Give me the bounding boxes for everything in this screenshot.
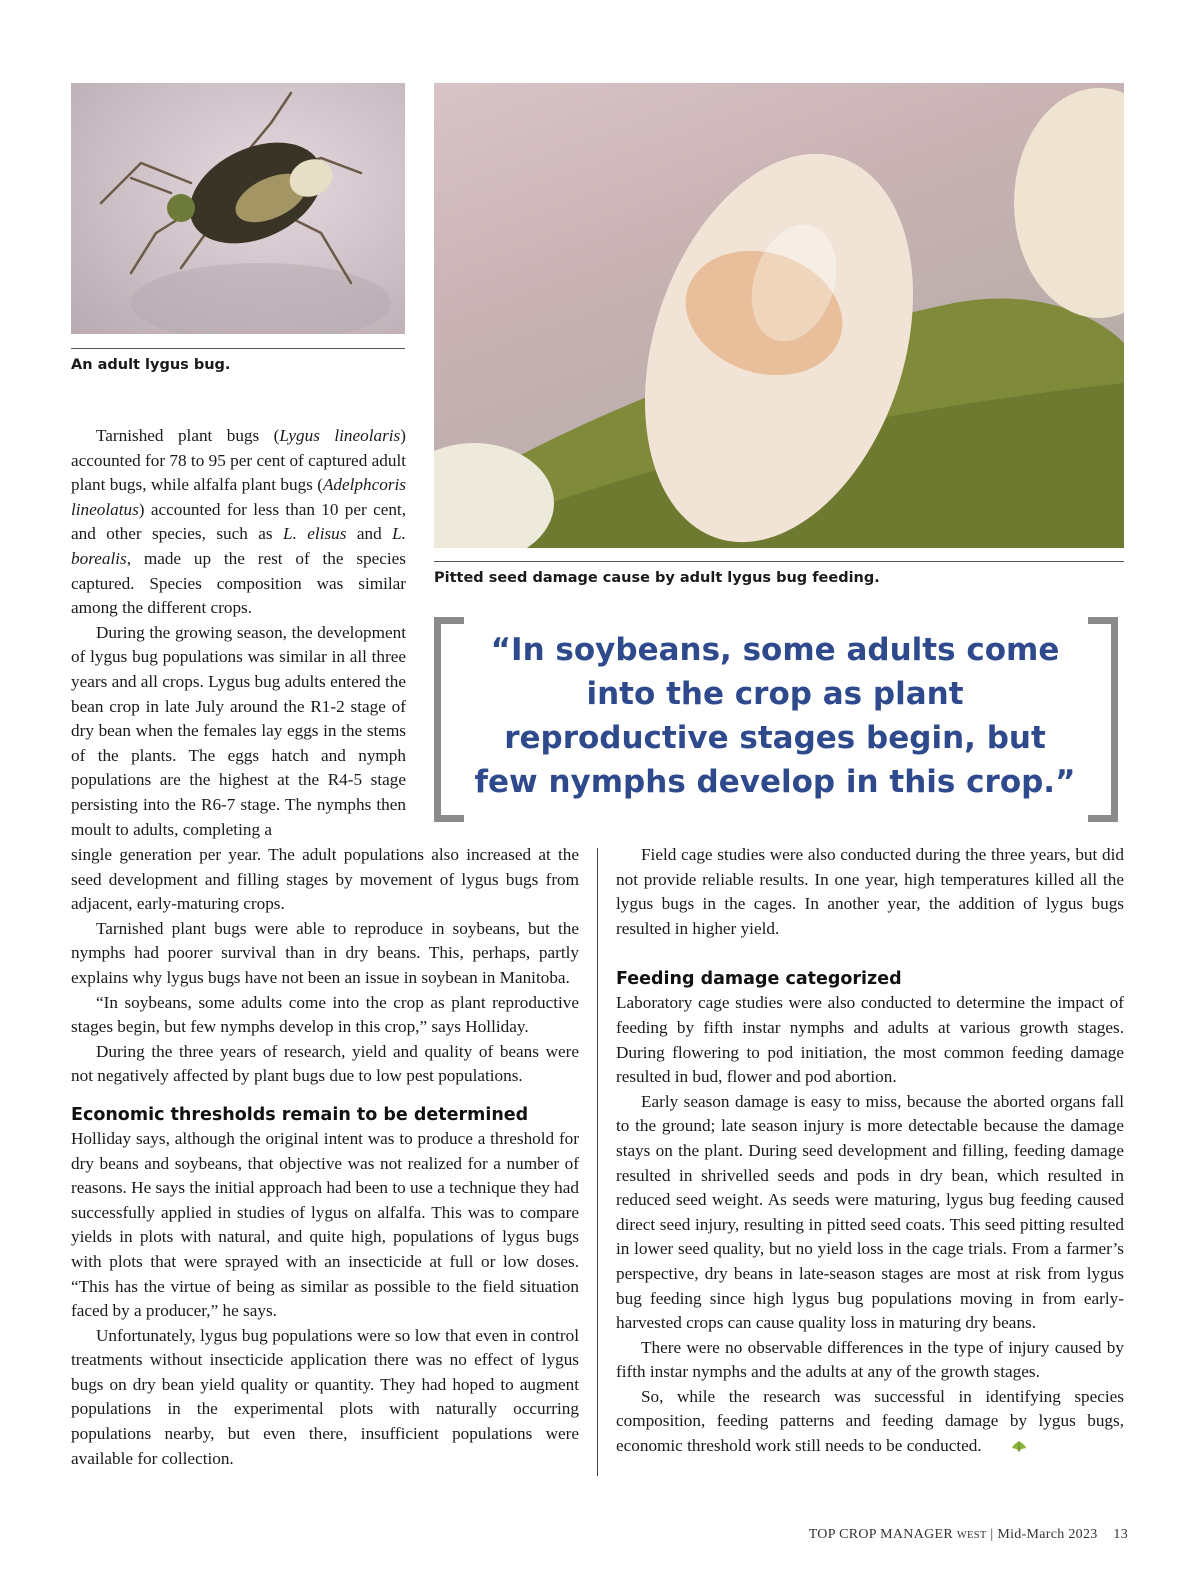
left-column-top [71, 424, 406, 842]
left-column-bottom [71, 843, 579, 1471]
paragraph: single generation per year. The adult populations also increased at the seed development and filling stages by movement of lygus bugs from adjacent, early-maturing crops. [71, 845, 579, 914]
quote-bracket-left [434, 617, 464, 822]
column-divider [597, 848, 598, 1476]
paragraph: During the three years of research, yield and quality of beans were not negatively affected by plant bugs due to low pest populations. [71, 1041, 579, 1086]
quote-bracket-right [1088, 617, 1118, 822]
species-name: L. elisus [283, 524, 347, 544]
text-run: and [346, 524, 393, 544]
bean-photo-caption: Pitted seed damage cause by adult lygus bug feeding. [434, 570, 880, 586]
bug-photo-caption: An adult lygus bug. [71, 357, 231, 373]
caption-rule [434, 561, 1124, 562]
paragraph: Early season damage is easy to miss, because the aborted organs fall to the ground; late season injury is more detectable because the damage stays on the plant. During seed development and filling, feeding damage resulted in shrivelled seeds and pods in dry bean, which resulted in reduced seed weight. As seeds were maturing, lygus bug feeding caused direct seed injury, resulting in pitted seed coats. This seed pitting resulted in lower seed quality, but no yield loss in the cage trials. From a farmer’s perspective, dry beans in late-season stages are most at risk from lygus bug feeding since high lygus bug populations moving in from early-harvested crops can cause quality loss in maturing dry beans. [616, 1091, 1124, 1333]
paragraph [616, 1385, 1124, 1459]
text-run: ) accounted for 78 to 95 per cent of captured adult plant bugs, while alfalfa plant bugs ( [71, 426, 406, 495]
paragraph: “In soybeans, some adults come into the crop as plant reproductive stages begin, but few nymphs develop in this crop,” says Holliday. [71, 992, 579, 1037]
right-column [616, 843, 1124, 1459]
text-run: Tarnished plant bugs ( [96, 426, 280, 445]
page-footer [700, 1527, 1128, 1543]
text-run: ) accounted for less than 10 per cent, and other species, such as [71, 499, 406, 544]
species-name: Adelphcoris lineolatus [71, 475, 406, 519]
paragraph: Laboratory cage studies were also conducted to determine the impact of feeding by fifth instar nymphs and adults at various growth stages. During flowering to pod initiation, the most common feeding damage resulted in bud, flower and pod abortion. [616, 993, 1124, 1087]
paragraph: There were no observable differences in the type of injury caused by fifth instar nymphs and the adults at any of the growth stages. [616, 1337, 1124, 1382]
pull-quote: “In soybeans, some adults come into the crop as plant reproductive stages begin, but few nymphs develop in this crop.” [474, 632, 1076, 800]
section-heading: Economic thresholds remain to be determined [71, 1104, 529, 1125]
magazine-name: TOP CROP MANAGER [808, 1527, 953, 1542]
paragraph: Unfortunately, lygus bug populations were so low that even in control treatments without insecticide application there was no effect of lygus bugs on dry bean yield quality or quantity. They had hoped to augment populations in the experimental plots with naturally occurring populations nearby, but even there, insufficient populations were available for collection. [71, 1325, 579, 1468]
issue-date: Mid-March 2023 [997, 1527, 1098, 1542]
paragraph: Field cage studies were also conducted during the three years, but did not provide reliable results. In one year, high temperatures killed all the lygus bugs in the cages. In another year, the addition of lygus bugs resulted in higher yield. [616, 845, 1124, 938]
paragraph: During the growing season, the development of lygus bug populations was similar in all three years and all crops. Lygus bug adults entered the bean crop in late July around the R1-2 stage of dry bean when the females lay eggs in the stems of the plants. The eggs hatch and nymph populations are the highest at the R4-5 stage persisting into the R6-7 stage. The nymphs then moult to adults, completing a [71, 622, 406, 839]
species-name: Lygus lineolaris [279, 426, 401, 445]
section-heading: Feeding damage categorized [616, 969, 902, 990]
magazine-edition: WEST [956, 1530, 987, 1541]
leaf-icon [986, 1436, 1002, 1449]
text-run: , made up the rest of the species captured. Species composition was similar among the different crops. [71, 548, 406, 618]
paragraph: Tarnished plant bugs were able to reproduce in soybeans, but the nymphs had poorer survival than in dry beans. This, perhaps, partly explains why lygus bugs have not been an issue in soybean in Manitoba. [71, 918, 579, 987]
bean-damage-photo [434, 83, 1124, 548]
paragraph: Holliday says, although the original intent was to produce a threshold for dry beans and soybeans, that objective was not realized for a number of reasons. He says the initial approach had been to use a technique they had successfully applied in studies of lygus on alfalfa. This was to compare yields in plots with natural, and quite high, populations of lygus bugs with plots that were sprayed with an insecticide at full or low doses. “This has the virtue of being as similar as possible to the field situation faced by a producer,” he says. [71, 1128, 579, 1321]
caption-rule [71, 348, 405, 349]
lygus-bug-photo [71, 83, 405, 334]
footer-separator: | [990, 1527, 994, 1542]
text-run: So, while the research was successful in identifying species composition, feeding patterns and feeding damage by lygus bugs, economic threshold work still needs to be conducted. [616, 1386, 1124, 1456]
species-name: L. borealis [71, 524, 406, 568]
paragraph [71, 424, 406, 621]
page-number: 13 [1113, 1527, 1128, 1542]
